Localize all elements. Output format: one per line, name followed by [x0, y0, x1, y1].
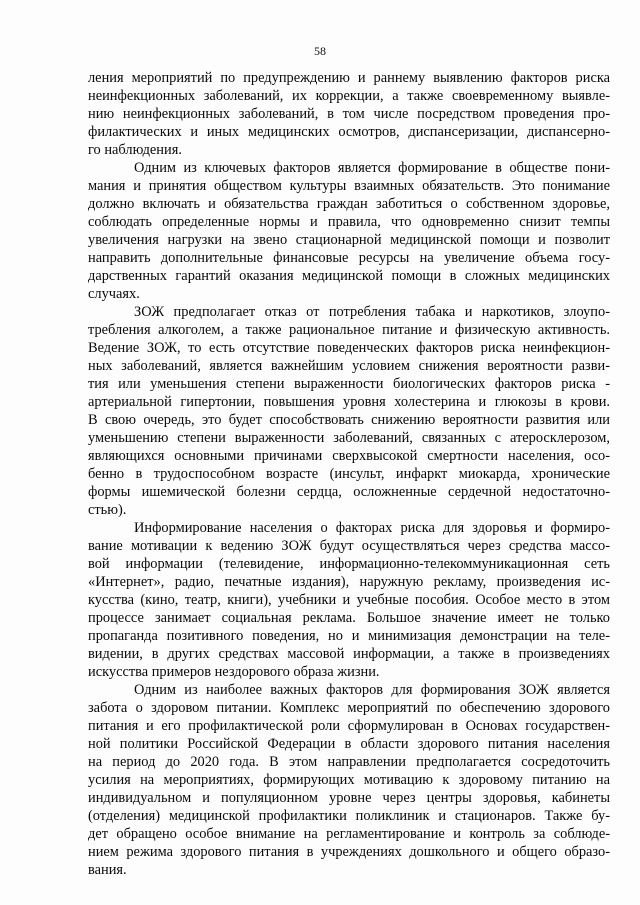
paragraph	[88, 303, 610, 519]
text-line: вой информации (телевидение, информационно-телекоммуникационная сеть	[88, 556, 610, 572]
text-line: увеличения нагрузки на звено стационарной медицинской помощи и позволит	[88, 232, 610, 248]
text-line: нием режима здорового питания в учреждениях дошкольного и общего образо-	[88, 844, 610, 860]
text-line: кусства (кино, театр, книги), учебники и учебные пособия. Особое место в этом	[88, 592, 610, 608]
text-line: питания и его профилактической роли сформулирован в Основах государствен-	[88, 718, 610, 734]
text-line: тия или уменьшения степени выраженности биологических факторов риска -	[88, 376, 610, 392]
text-line: пропаганда позитивного поведения, но и минимизация демонстрации на теле-	[88, 628, 610, 644]
text-line: дарственных гарантий оказания медицинской помощи в сложных медицинских	[88, 268, 610, 284]
text-line: ЗОЖ предполагает отказ от потребления табака и наркотиков, злоупо-	[134, 304, 610, 320]
text-line: вание мотивации к ведению ЗОЖ будут осуществляться через средства массо-	[88, 538, 610, 554]
text-line: ления мероприятий по предупреждению и раннему выявлению факторов риска	[88, 70, 610, 86]
text-line: забота о здоровом питании. Комплекс мероприятий по обеспечению здорового	[88, 700, 610, 716]
text-line: индивидуальном и популяционном уровне через центры здоровья, кабинеты	[88, 790, 610, 806]
text-line: вания.	[88, 862, 127, 878]
text-line: Информирование населения о факторах риска для здоровья и формиро-	[134, 520, 610, 536]
text-line: Одним из ключевых факторов является формирование в обществе пони-	[134, 160, 610, 176]
text-line: артериальной гипертонии, повышения уровня холестерина и глюкозы в крови.	[88, 394, 610, 410]
text-line: ной политики Российской Федерации в области здорового питания населения	[88, 736, 610, 752]
text-line: ных заболеваний, является важнейшим условием снижения вероятности разви-	[88, 358, 610, 374]
text-line: формы ишемической болезни сердца, осложненные сердечной недостаточно-	[88, 484, 610, 500]
text-line: на период до 2020 года. В этом направлении предполагается сосредоточить	[88, 754, 610, 770]
text-line: стью).	[88, 502, 127, 518]
text-line: «Интернет», радио, печатные издания), наружную рекламу, произведения ис-	[88, 574, 610, 590]
text-line: процессе занимает социальная реклама. Большое значение имеет не только	[88, 610, 610, 626]
text-line: уменьшению степени выраженности заболеваний, связанных с атеросклерозом,	[88, 430, 610, 446]
text-line: Ведение ЗОЖ, то есть отсутствие поведенческих факторов риска неинфекцион-	[88, 340, 610, 356]
text-line: нию неинфекционных заболеваний, в том числе посредством проведения про-	[88, 106, 610, 122]
text-line: дет обращено особое внимание на регламентирование и контроль за соблюде-	[88, 826, 610, 842]
body-text	[88, 69, 610, 879]
text-line: усилия на мероприятиях, формирующих мотивацию к здоровому питанию на	[88, 772, 610, 788]
paragraph	[88, 519, 610, 681]
paragraph	[88, 681, 610, 879]
text-line: (отделения) медицинской профилактики поликлиник и стационаров. Также бу-	[88, 808, 610, 824]
text-line: бенно в трудоспособном возрасте (инсульт, инфаркт миокарда, хронические	[88, 466, 610, 482]
text-line: филактических и иных медицинских осмотров, диспансеризации, диспансерно-	[88, 124, 610, 140]
text-line: должно включать и обязательства граждан заботиться о собственном здоровье,	[88, 196, 610, 212]
text-line: видении, в других средствах массовой информации, а также в произведениях	[88, 646, 610, 662]
text-line: случаях.	[88, 286, 140, 302]
text-line: соблюдать определенные нормы и правила, что одновременно снизит темпы	[88, 214, 610, 230]
text-line: направить дополнительные финансовые ресурсы на увеличение объема госу-	[88, 250, 610, 266]
text-line: В свою очередь, это будет способствовать снижению вероятности развития или	[88, 412, 610, 428]
page-number: 58	[314, 44, 326, 58]
text-line: го наблюдения.	[88, 142, 182, 158]
text-line: искусства примеров нездорового образа жизни.	[88, 664, 380, 680]
text-line: являющихся основными причинами сверхвысокой смертности населения, осо-	[88, 448, 610, 464]
text-line: требления алкоголем, а также рациональное питание и физическую активность.	[88, 322, 610, 338]
text-line: неинфекционных заболеваний, их коррекции, а также своевременному выявле-	[88, 88, 610, 104]
text-line: Одним из наиболее важных факторов для формирования ЗОЖ является	[134, 682, 610, 698]
text-line: мания и принятия обществом культуры взаимных обязательств. Это понимание	[88, 178, 610, 194]
paragraph	[88, 159, 610, 303]
paragraph	[88, 69, 610, 159]
